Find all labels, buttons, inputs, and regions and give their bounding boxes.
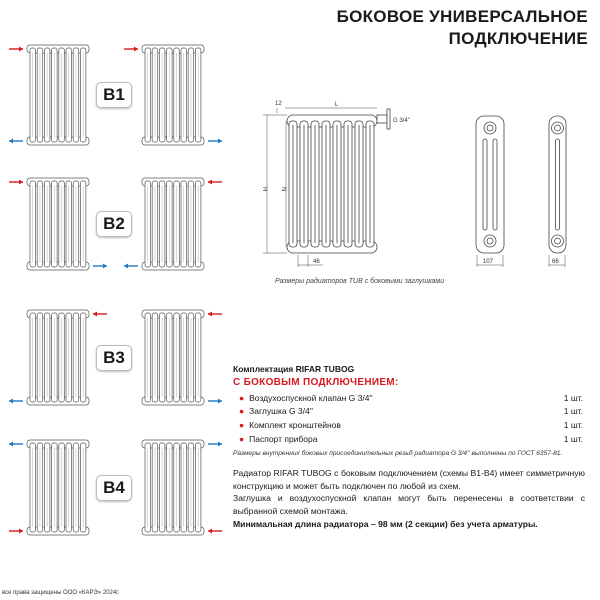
supply-arrow-icon [9, 180, 23, 185]
radiator-side-view-66 [549, 116, 566, 253]
return-arrow-icon [208, 399, 222, 404]
bullet-icon: ● [239, 406, 245, 417]
return-arrow-icon [9, 139, 23, 144]
return-arrow-icon [208, 139, 222, 144]
kit-item: ● Заглушка G 3/4'' 1 шт. [239, 406, 583, 417]
scheme-label: B1 [96, 82, 132, 108]
scheme-label: B2 [96, 211, 132, 237]
dim-n-label: N [280, 187, 286, 192]
dim-66-label: 66 [552, 259, 559, 265]
dim-h-label: H [261, 187, 267, 192]
supply-arrow-icon [9, 529, 23, 534]
description: Радиатор RIFAR TUBOG с боковым подключением (схемы B1-B4) имеет симметричную конструкцию и может быть подключен по любой из схем. Заглушка и воздухоспускной клапан могут быть перенесены в соответствии с выбранной схемой монтажа. Минимальная длина радиатора – 98 мм (2 секции) без учета арматуры. [233, 468, 585, 529]
drawing-caption: Размеры радиаторов TUB с боковыми заглушками [275, 278, 445, 285]
kit-subheading: С БОКОВЫМ ПОДКЛЮЧЕНИЕМ: [233, 377, 399, 388]
dim-46-label: 46 [313, 259, 320, 265]
radiator-scheme-b3-right [120, 308, 226, 412]
radiator-scheme-b1-right [120, 43, 226, 152]
dim-107-label: 107 [483, 259, 494, 265]
bullet-icon: ● [239, 419, 245, 430]
radiator-side-view-107 [476, 116, 504, 253]
return-arrow-icon [208, 442, 222, 447]
radiator-scheme-b2-right [120, 176, 226, 277]
return-arrow-icon [9, 442, 23, 447]
supply-arrow-icon [208, 529, 222, 534]
kit-heading: Комплектация RIFAR TUBOG [233, 364, 355, 374]
bullet-icon: ● [239, 433, 245, 444]
kit-item: ● Паспорт прибора 1 шт. [239, 433, 583, 444]
scheme-label: B3 [96, 345, 132, 371]
supply-arrow-icon [208, 180, 222, 185]
kit-section [233, 364, 583, 445]
copyright-footer: все права защищены ООО «КАРЭ» 2024г. [2, 590, 120, 596]
return-arrow-icon [124, 264, 138, 269]
thread-label: G 3/4'' [393, 118, 410, 124]
supply-arrow-icon [124, 47, 138, 52]
kit-item: ● Комплект кронштейнов 1 шт. [239, 419, 583, 430]
supply-arrow-icon [9, 47, 23, 52]
radiator-front-view [287, 109, 390, 253]
kit-item: ● Воздухоспускной клапан G 3/4'' 1 шт. [239, 392, 583, 403]
dim-l-label: L [335, 102, 339, 108]
page-title: БОКОВОЕ УНИВЕРСАЛЬНОЕ ПОДКЛЮЧЕНИЕ [336, 7, 588, 48]
supply-arrow-icon [208, 312, 222, 317]
return-arrow-icon [93, 264, 107, 269]
dim-12-label: 12 [275, 101, 282, 107]
return-arrow-icon [9, 399, 23, 404]
radiator-scheme-b4-right [120, 438, 226, 542]
bullet-icon: ● [239, 392, 245, 403]
thread-note: Размеры внутренних боковых присоединительных резьб радиатора G 3/4'' выполнены по ГОСТ 6357-81. [233, 450, 563, 457]
dimension-drawing [255, 95, 595, 275]
supply-arrow-icon [93, 312, 107, 317]
scheme-label: B4 [96, 475, 132, 501]
